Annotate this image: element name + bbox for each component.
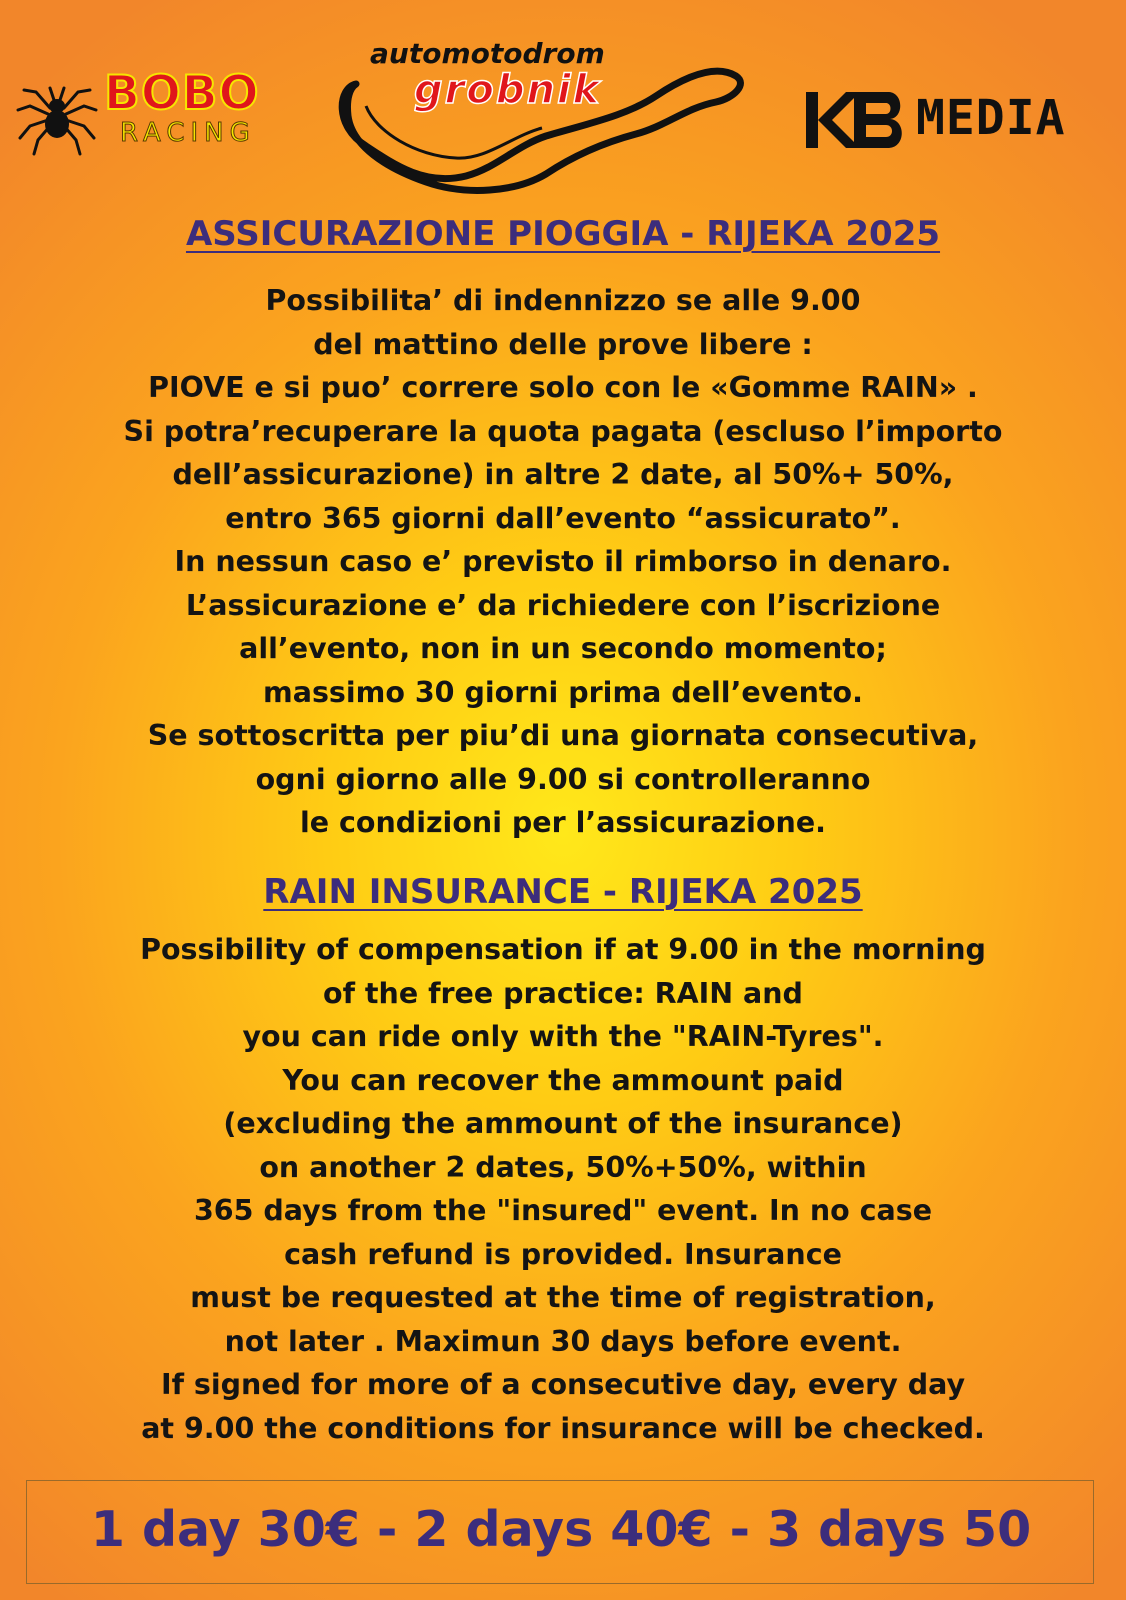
english-line: (excluding the ammount of the insurance) <box>223 1107 903 1140</box>
italian-line: PIOVE e si puo’ correre solo con le «Gomme RAIN» . <box>148 371 978 404</box>
italian-line: entro 365 giorni dall’evento “assicurato”. <box>225 501 901 535</box>
italian-line: del mattino delle prove libere : <box>313 327 813 361</box>
grobnik-text: grobnik <box>414 67 602 113</box>
english-line: If signed for more of a consecutive day, every day <box>160 1368 966 1401</box>
english-line: you can ride only with the "RAIN-Tyres". <box>242 1020 884 1053</box>
italian-line: le condizioni per l’assicurazione. <box>300 806 826 839</box>
automotodrom-text: automotodrom <box>370 37 605 70</box>
english-line: not later . Maximun 30 days before event. <box>224 1324 902 1358</box>
italian-line: massimo 30 giorni prima dell’evento. <box>263 675 863 709</box>
media-text: MEDIA <box>916 90 1066 146</box>
italian-line: Possibilita’ di indennizzo se alle 9.00 <box>265 284 861 317</box>
automotodrom-grobnik-logo <box>336 36 766 196</box>
bobo-text: BOBO <box>104 66 260 121</box>
english-line: Possibility of compensation if at 9.00 in the morning <box>140 933 986 966</box>
bobo-racing-logo <box>12 66 312 160</box>
english-line: at 9.00 the conditions for insurance will be checked. <box>141 1411 985 1445</box>
english-line: must be requested at the time of registration, <box>190 1281 936 1314</box>
english-line: You can recover the ammount paid <box>282 1063 844 1097</box>
italian-line: dell’assicurazione) in altre 2 date, al 50%+ 50%, <box>172 458 954 491</box>
racing-text: RACING <box>120 118 256 148</box>
logo-bar <box>0 0 1126 200</box>
italian-line: all’evento, non in un secondo momento; <box>239 632 887 665</box>
italian-line: ogni giorno alle 9.00 si controlleranno <box>255 762 871 796</box>
english-line: cash refund is provided. Insurance <box>284 1237 842 1271</box>
kb-mark-icon <box>806 84 910 154</box>
english-heading: RAIN INSURANCE - RIJEKA 2025 <box>263 872 863 912</box>
english-line: of the free practice: RAIN and <box>323 976 803 1010</box>
italian-body <box>0 279 1126 845</box>
kb-media-logo <box>806 84 1116 154</box>
pricing-box <box>26 1480 1094 1584</box>
english-line: 365 days from the "insured" event. In no case <box>193 1194 933 1227</box>
spider-icon <box>12 70 102 160</box>
italian-line: Si potra’recuperare la quota pagata (escluso l’importo <box>123 414 1003 448</box>
italian-line: Se sottoscritta per piu’di una giornata consecutiva, <box>147 719 979 752</box>
italian-heading: ASSICURAZIONE PIOGGIA - RIJEKA 2025 <box>185 214 941 254</box>
pricing-text: 1 day 30€ - 2 days 40€ - 3 days 50 <box>90 1501 1032 1558</box>
english-body <box>0 928 1126 1450</box>
italian-line: In nessun caso e’ previsto il rimborso in denaro. <box>174 545 952 578</box>
italian-line: L’assicurazione e’ da richiedere con l’iscrizione <box>185 588 941 622</box>
english-line: on another 2 dates, 50%+50%, within <box>259 1150 867 1184</box>
